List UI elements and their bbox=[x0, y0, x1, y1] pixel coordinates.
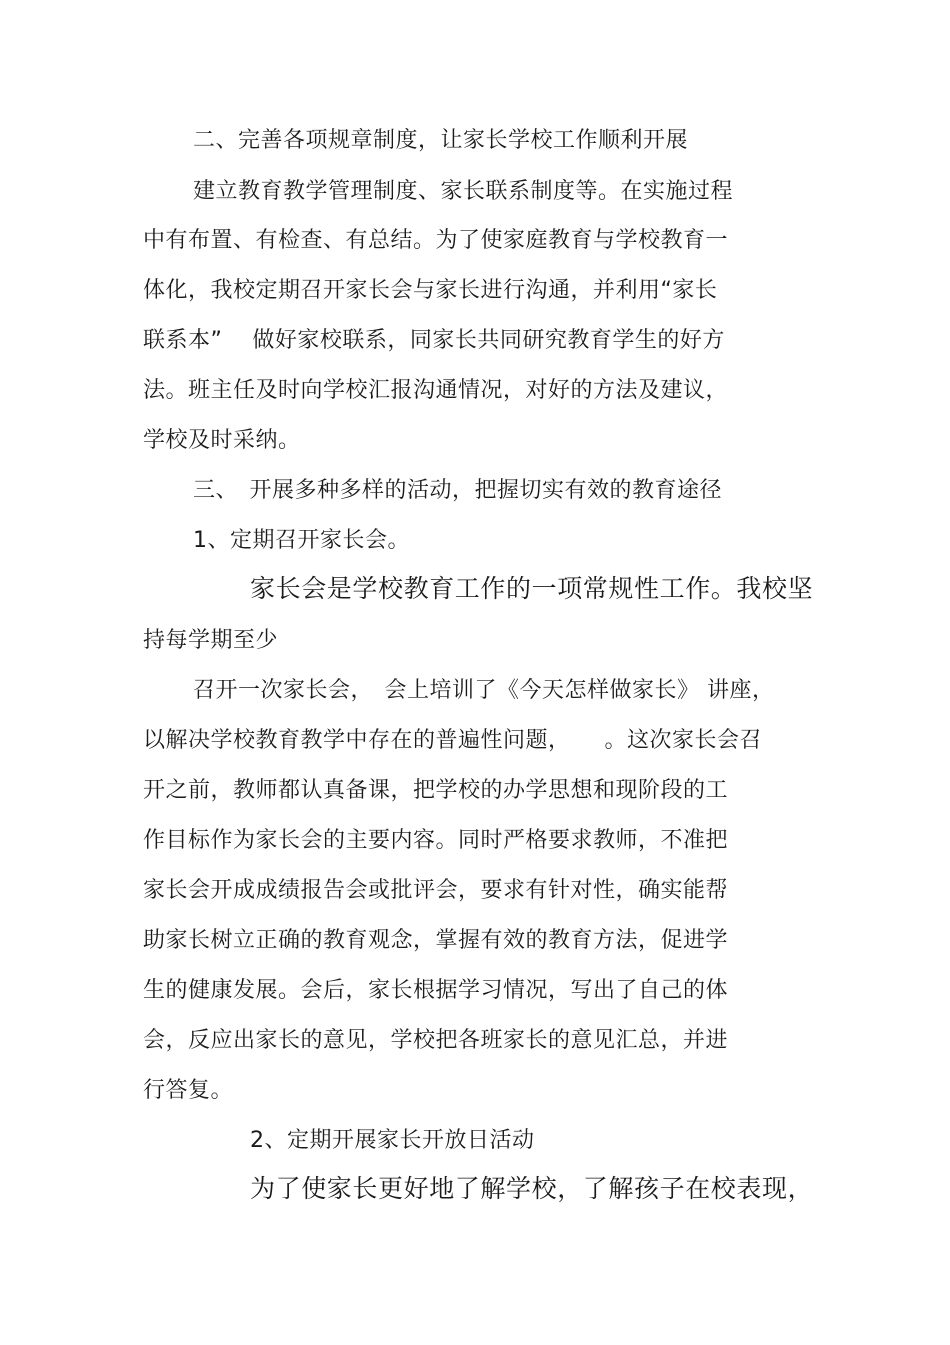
paragraph-line: 法。班主任及时向学校汇报沟通情况，对好的方法及建议， bbox=[143, 378, 729, 403]
paragraph-line: 持每学期至少 bbox=[143, 628, 279, 653]
section-heading-2: 二、完善各项规章制度，让家长学校工作顺利开展 bbox=[193, 128, 689, 153]
paragraph-line: 生的健康发展。会后，家长根据学习情况，写出了自己的体 bbox=[143, 978, 729, 1003]
paragraph-line: 行答复。 bbox=[143, 1078, 234, 1103]
paragraph-line: 家长会开成成绩报告会或批评会，要求有针对性，确实能帮 bbox=[143, 878, 729, 903]
subheading-1: 1、定期召开家长会。 bbox=[193, 528, 410, 553]
paragraph-line: 开之前，教师都认真备课，把学校的办学思想和现阶段的工 bbox=[143, 778, 729, 803]
paragraph-line: 体化，我校定期召开家长会与家长进行沟通，并利用“家长 bbox=[143, 278, 718, 303]
paragraph-line: 中有布置、有检查、有总结。为了使家庭教育与学校教育一 bbox=[143, 228, 729, 253]
paragraph-line: 联系本” 做好家校联系，同家长共同研究教育学生的好方 bbox=[143, 328, 725, 353]
paragraph-line: 助家长树立正确的教育观念，掌握有效的教育方法，促进学 bbox=[143, 928, 729, 953]
paragraph-line: 建立教育教学管理制度、家长联系制度等。在实施过程 bbox=[193, 179, 734, 204]
section-heading-3: 三、 开展多种多样的活动，把握切实有效的教育途径 bbox=[193, 478, 723, 503]
paragraph-line: 家长会是学校教育工作的一项常规性工作。我校坚 bbox=[250, 574, 814, 603]
paragraph-line: 会，反应出家长的意见，学校把各班家长的意见汇总，并进 bbox=[143, 1028, 729, 1053]
subheading-2: 2、定期开展家长开放日活动 bbox=[250, 1128, 535, 1153]
paragraph-line: 作目标作为家长会的主要内容。同时严格要求教师，不准把 bbox=[143, 828, 729, 853]
paragraph-line: 召开一次家长会， 会上培训了《今天怎样做家长》 讲座， bbox=[193, 678, 775, 703]
paragraph-line: 以解决学校教育教学中存在的普遍性问题， 。这次家长会召 bbox=[143, 728, 763, 753]
paragraph-line: 为了使家长更好地了解学校，了解孩子在校表现， bbox=[250, 1174, 814, 1203]
paragraph-line: 学校及时采纳。 bbox=[143, 428, 301, 453]
